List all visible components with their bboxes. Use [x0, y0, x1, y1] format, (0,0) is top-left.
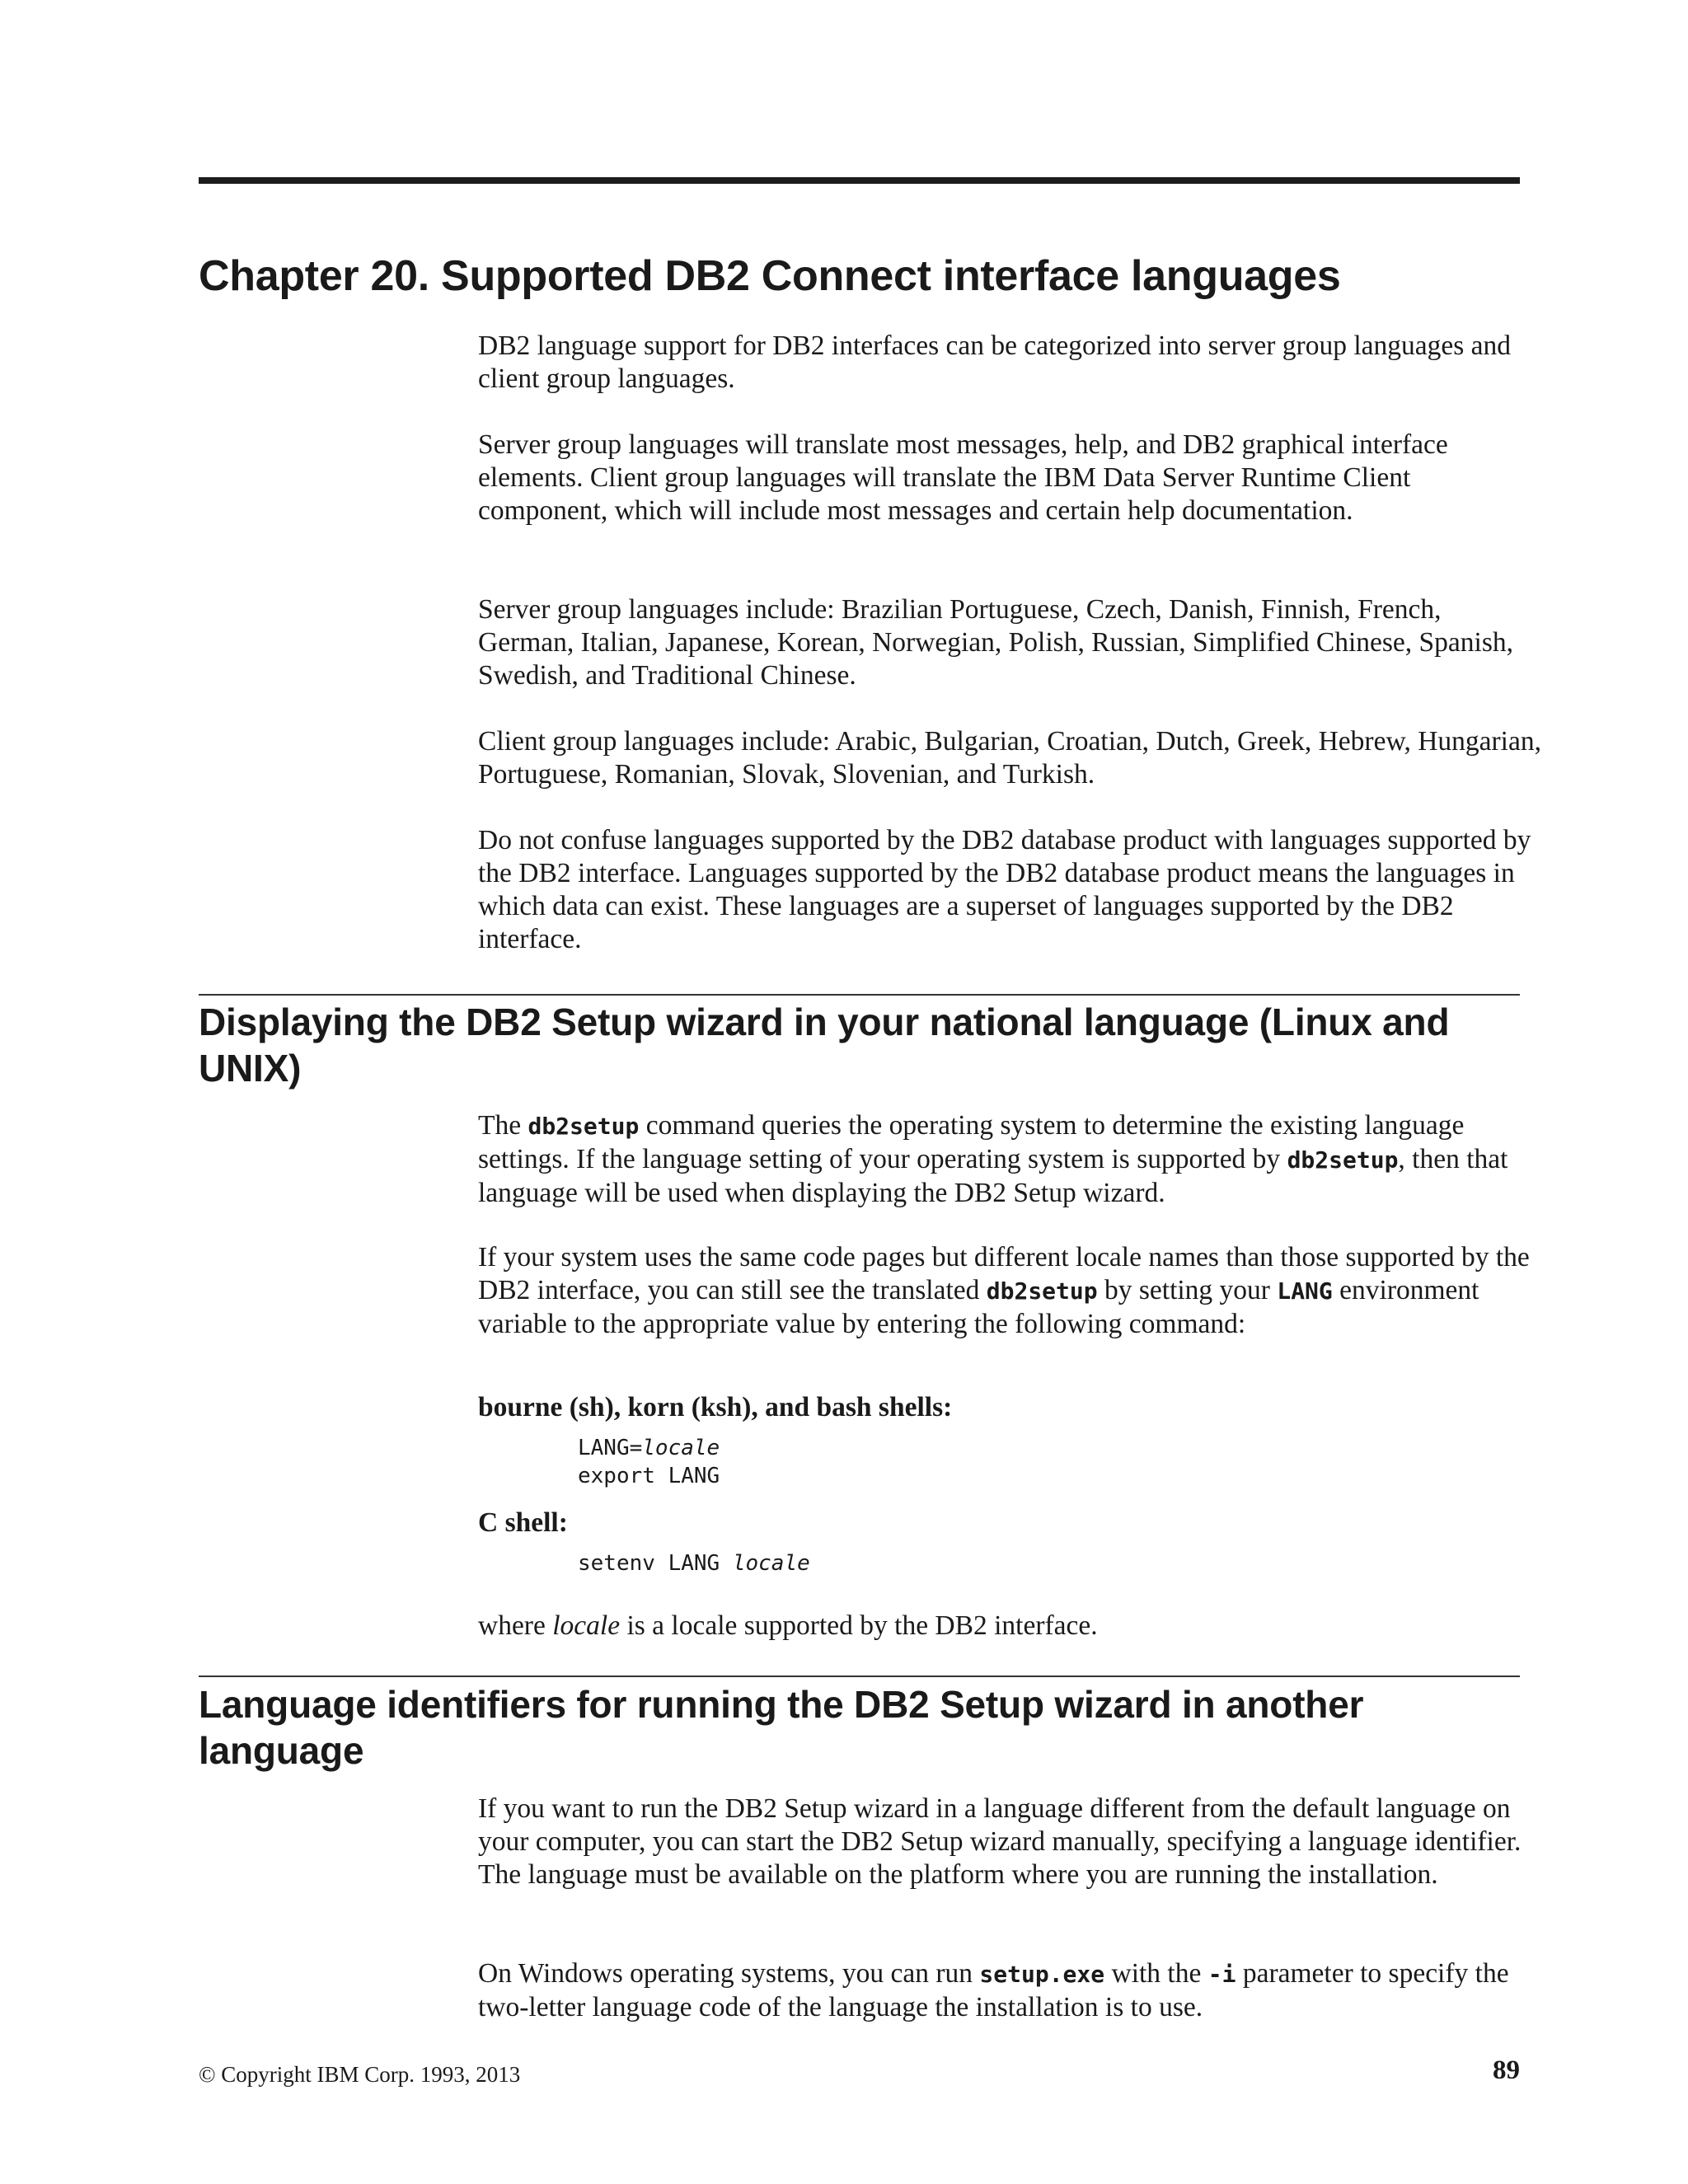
section-divider [199, 1675, 1520, 1677]
chapter-paragraph-2: Server group languages will translate most messages, help, and DB2 graphical interface elements. Client group languages will translate the IBM Data Server Runtime Client component, which will include most messages and certain help documentation. [478, 429, 1448, 526]
command-setup-exe: setup.exe [979, 1961, 1105, 1988]
page-number: 89 [1493, 2055, 1520, 2085]
chapter-top-rule [199, 177, 1520, 184]
chapter-paragraph-1: DB2 language support for DB2 interfaces can be categorized into server group languages and client group languages. [478, 330, 1512, 394]
section-divider [199, 994, 1520, 996]
chapter-paragraph-5: Do not confuse languages supported by the DB2 database product with languages supported by the DB2 interface. Languages supported by the DB2 database product means the languages in which data can exist. These languages are a superset of languages supported by the DB2 interface. [478, 825, 1531, 954]
command-db2setup: db2setup [1287, 1146, 1399, 1174]
section1-paragraph-1: The db2setup command queries the operating system to determine the existing language settings. If the language setting of your operating system is supported by db2setup, then that language will be used when displaying the DB2 Setup wizard. [478, 1110, 1508, 1208]
shell-label-c-shell: C shell: [478, 1507, 568, 1538]
chapter-title: Chapter 20. Supported DB2 Connect interface languages [199, 252, 1341, 300]
code-line-export: export LANG [578, 1464, 720, 1488]
shell-label-bourne: bourne (sh), korn (ksh), and bash shells: [478, 1392, 953, 1422]
chapter-paragraph-4: Client group languages include: Arabic, Bulgarian, Croatian, Dutch, Greek, Hebrew, Hungarian, Portuguese, Romanian, Slovak, Slovenian, and Turkish. [478, 726, 1541, 790]
section-heading-language-identifiers: Language identifiers for running the DB2 Setup wizard in another language [199, 1683, 1364, 1772]
command-db2setup: db2setup [986, 1277, 1098, 1305]
chapter-paragraph-3: Server group languages include: Brazilian Portuguese, Czech, Danish, Finnish, French, German, Italian, Japanese, Korean, Norwegian, Polish, Russian, Simplified Chinese, Spanish, Swedish, and Traditional Chinese. [478, 594, 1514, 691]
code-line-lang-assign: LANG=locale [578, 1436, 720, 1460]
section2-paragraph-2: On Windows operating systems, you can run setup.exe with the -i parameter to specify the two-letter language code of the language the installation is to use. [478, 1958, 1509, 2022]
code-line-setenv: setenv LANG locale [578, 1551, 810, 1576]
section1-where-note: where locale is a locale supported by the DB2 interface. [478, 1610, 1098, 1641]
footer-copyright: © Copyright IBM Corp. 1993, 2013 [199, 2062, 521, 2087]
section-heading-display-wizard: Displaying the DB2 Setup wizard in your national language (Linux and UNIX) [199, 1001, 1450, 1090]
section1-paragraph-2: If your system uses the same code pages but different locale names than those supported by the DB2 interface, you can still see the translated db2setup by setting your LANG environment variable to the appropriate value by entering the following command: [478, 1242, 1530, 1339]
parameter-i: -i [1207, 1961, 1236, 1988]
section2-paragraph-1: If you want to run the DB2 Setup wizard in a language different from the default language on your computer, you can start the DB2 Setup wizard manually, specifying a language identifier. The language must be available on the platform where you are running the installation. [478, 1793, 1522, 1890]
env-var-lang: LANG [1277, 1277, 1333, 1305]
command-db2setup: db2setup [528, 1113, 640, 1140]
